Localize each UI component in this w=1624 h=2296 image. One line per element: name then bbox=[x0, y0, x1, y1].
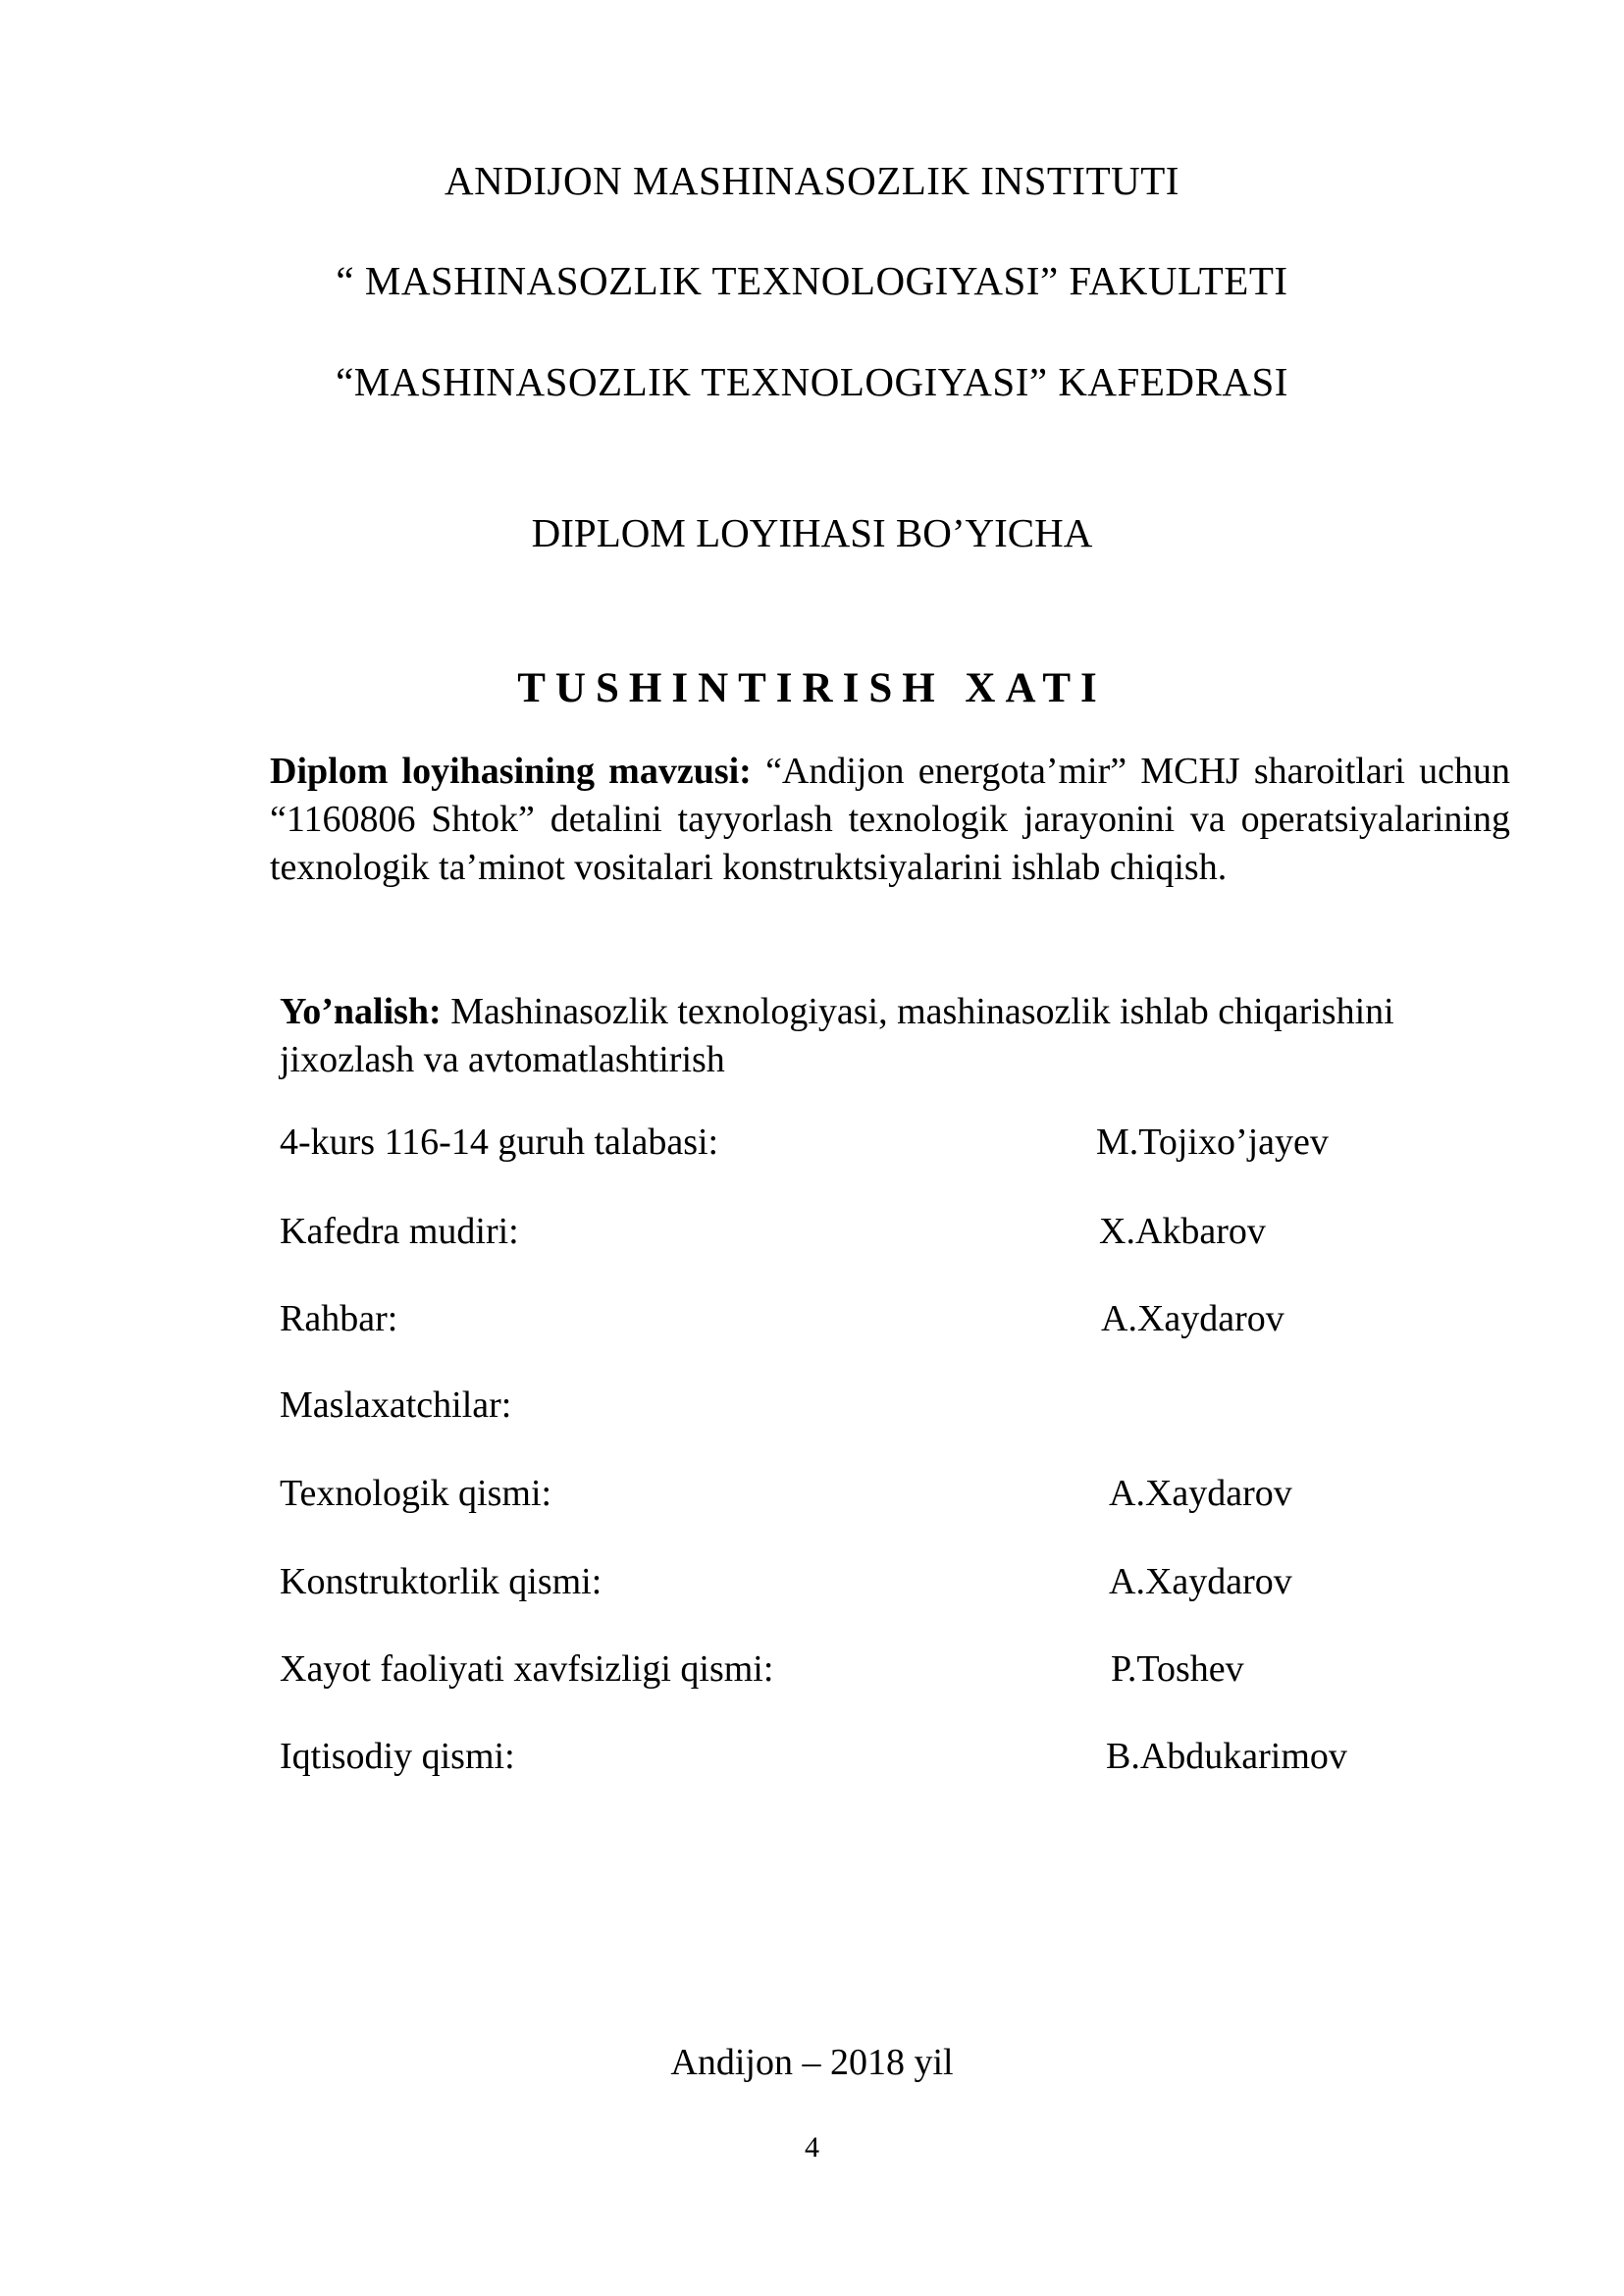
topic-paragraph bbox=[270, 748, 1510, 892]
head-of-department-name: X.Akbarov bbox=[1099, 1211, 1266, 1252]
topic-text: “Andijon energota’mir” MCHJ sharoitlari uchun “1160806 Shtok” detalini tayyorlash texnologik jarayonini va operatsiyalarining texnologik ta’minot vositalari konstruktsiyalarini ishlab chiqish. bbox=[270, 751, 1511, 888]
department-name: “MASHINASOZLIK TEXNOLOGIYASI” KAFEDRASI bbox=[336, 359, 1288, 404]
student-role: 4-kurs 116-14 guruh talabasi: bbox=[280, 1122, 719, 1163]
institute-name: ANDIJON MASHINASOZLIK INSTITUTI bbox=[445, 158, 1179, 203]
economic-part-name: B.Abdukarimov bbox=[1106, 1736, 1347, 1777]
life-safety-part-role: Xayot faoliyati xavfsizligi qismi: bbox=[280, 1648, 774, 1690]
city-year: Andijon – 2018 yil bbox=[670, 2042, 954, 2083]
direction-paragraph bbox=[280, 988, 1457, 1084]
student-name: M.Tojixo’jayev bbox=[1096, 1122, 1329, 1163]
direction-text: Mashinasozlik texnologiyasi, mashinasozlik ishlab chiqarishini jixozlash va avtomatlashtirish bbox=[280, 991, 1394, 1080]
economic-part-role: Iqtisodiy qismi: bbox=[280, 1736, 515, 1777]
design-part-role: Konstruktorlik qismi: bbox=[280, 1561, 602, 1602]
consultants-heading: Maslaxatchilar: bbox=[280, 1384, 512, 1426]
document-type: DIPLOM LOYIHASI BO’YICHA bbox=[531, 510, 1093, 555]
supervisor-role: Rahbar: bbox=[280, 1298, 398, 1339]
life-safety-part-name: P.Toshev bbox=[1111, 1648, 1244, 1690]
design-part-name: A.Xaydarov bbox=[1109, 1561, 1292, 1602]
document-title: TUSHINTIRISH XATI bbox=[517, 665, 1107, 711]
supervisor-name: A.Xaydarov bbox=[1101, 1298, 1284, 1339]
technological-part-name: A.Xaydarov bbox=[1109, 1473, 1292, 1514]
faculty-name: “ MASHINASOZLIK TEXNOLOGIYASI” FAKULTETI bbox=[336, 258, 1288, 303]
page-number: 4 bbox=[805, 2131, 819, 2164]
head-of-department-role: Kafedra mudiri: bbox=[280, 1211, 519, 1252]
direction-label: Yo’nalish: bbox=[280, 991, 442, 1032]
technological-part-role: Texnologik qismi: bbox=[280, 1473, 552, 1514]
topic-label: Diplom loyihasining mavzusi: bbox=[270, 751, 752, 792]
